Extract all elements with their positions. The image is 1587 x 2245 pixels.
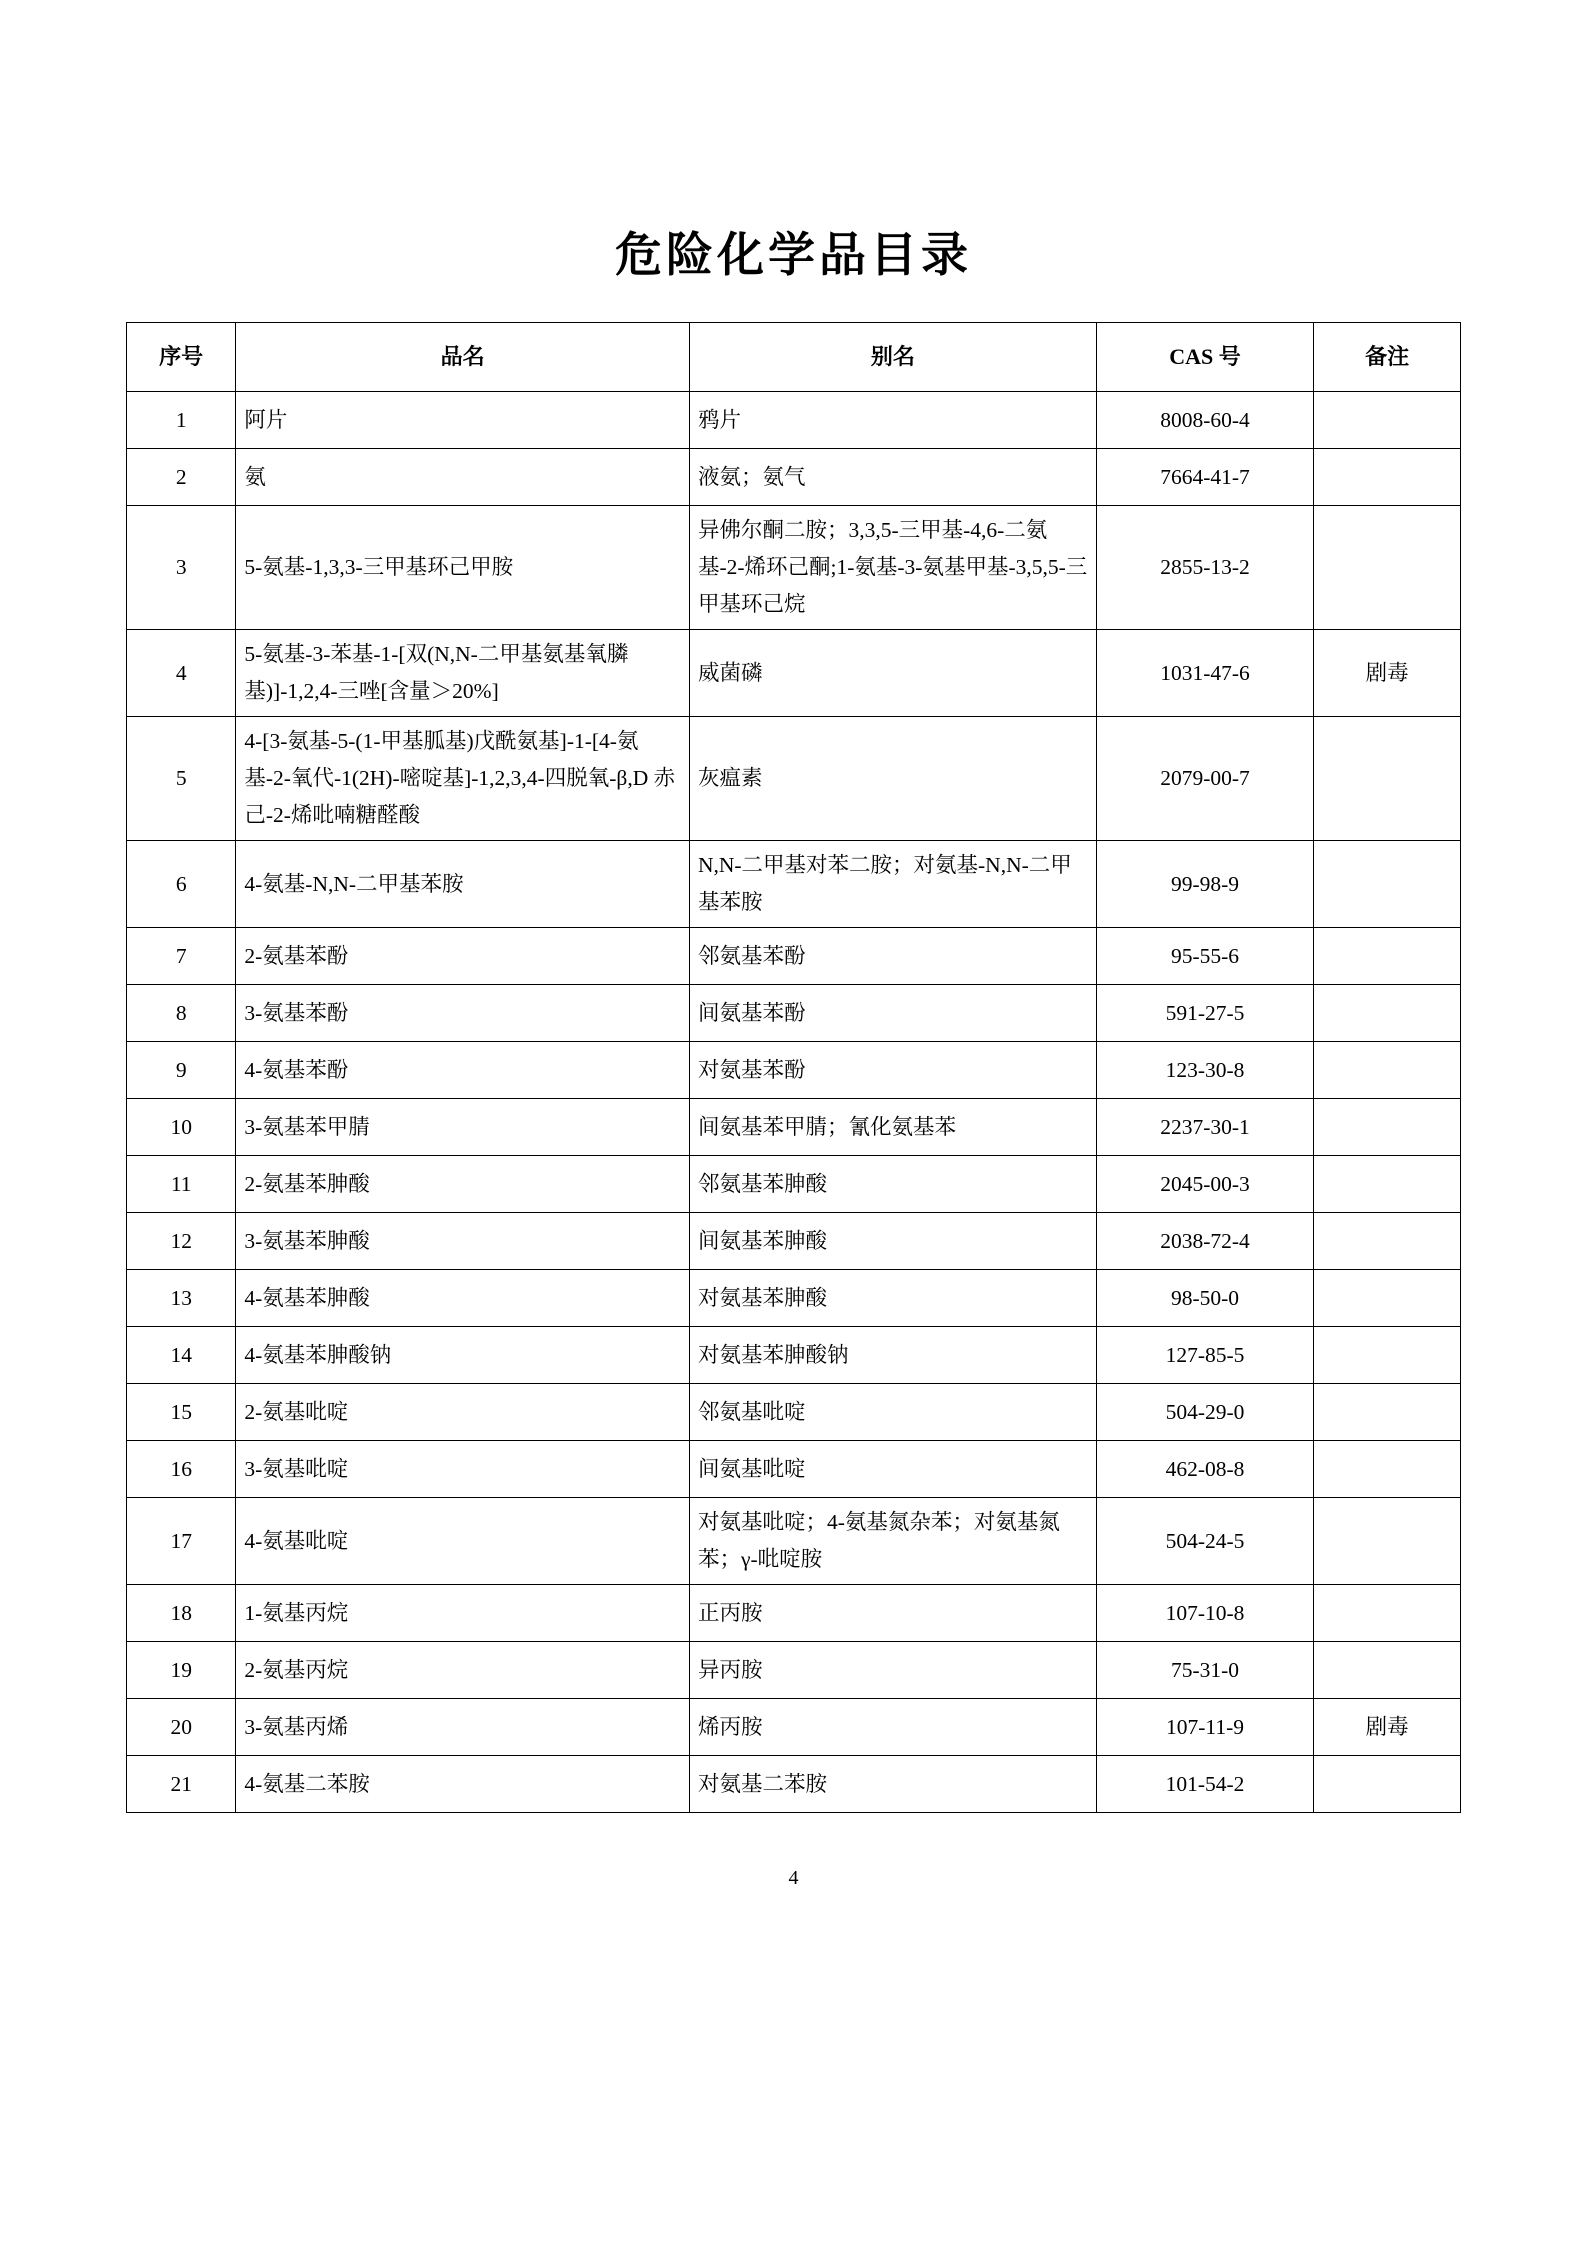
cell-cas: 504-29-0 <box>1096 1384 1313 1441</box>
cell-name: 2-氨基吡啶 <box>236 1384 690 1441</box>
cell-name: 阿片 <box>236 392 690 449</box>
cell-alias: 邻氨基吡啶 <box>689 1384 1096 1441</box>
cell-alias: 对氨基苯胂酸钠 <box>689 1327 1096 1384</box>
cell-note <box>1314 1384 1461 1441</box>
cell-alias: 间氨基苯胂酸 <box>689 1213 1096 1270</box>
cell-alias: 间氨基吡啶 <box>689 1441 1096 1498</box>
cell-name: 4-氨基苯酚 <box>236 1042 690 1099</box>
cell-name: 5-氨基-1,3,3-三甲基环己甲胺 <box>236 506 690 630</box>
cell-note <box>1314 1498 1461 1585</box>
cell-name: 4-氨基吡啶 <box>236 1498 690 1585</box>
cell-no: 12 <box>127 1213 236 1270</box>
table-row <box>127 1042 1461 1099</box>
cell-note <box>1314 1156 1461 1213</box>
cell-note <box>1314 1327 1461 1384</box>
cell-alias: 威菌磷 <box>689 630 1096 717</box>
cell-note <box>1314 985 1461 1042</box>
table-row <box>127 928 1461 985</box>
cell-alias: 液氨；氨气 <box>689 449 1096 506</box>
cell-note <box>1314 928 1461 985</box>
table-row <box>127 1498 1461 1585</box>
table-row <box>127 717 1461 841</box>
catalog-table-container <box>0 284 1587 1890</box>
cell-note <box>1314 392 1461 449</box>
cell-note <box>1314 506 1461 630</box>
cell-alias: 烯丙胺 <box>689 1699 1096 1756</box>
cell-alias: 对氨基二苯胺 <box>689 1756 1096 1813</box>
cell-name: 4-氨基二苯胺 <box>236 1756 690 1813</box>
table-row <box>127 1327 1461 1384</box>
table-header-row <box>127 323 1461 392</box>
cell-cas: 107-11-9 <box>1096 1699 1313 1756</box>
cell-cas: 99-98-9 <box>1096 841 1313 928</box>
cell-cas: 2038-72-4 <box>1096 1213 1313 1270</box>
cell-alias: 灰瘟素 <box>689 717 1096 841</box>
cell-no: 2 <box>127 449 236 506</box>
cell-cas: 101-54-2 <box>1096 1756 1313 1813</box>
cell-no: 18 <box>127 1585 236 1642</box>
cell-no: 3 <box>127 506 236 630</box>
cell-note: 剧毒 <box>1314 1699 1461 1756</box>
table-row <box>127 1270 1461 1327</box>
cell-alias: 对氨基吡啶；4-氨基氮杂苯；对氨基氮苯；γ-吡啶胺 <box>689 1498 1096 1585</box>
cell-alias: 间氨基苯酚 <box>689 985 1096 1042</box>
column-header-name: 品名 <box>236 323 690 392</box>
cell-note <box>1314 1099 1461 1156</box>
table-row <box>127 841 1461 928</box>
cell-cas: 107-10-8 <box>1096 1585 1313 1642</box>
cell-name: 1-氨基丙烷 <box>236 1585 690 1642</box>
cell-alias: 正丙胺 <box>689 1585 1096 1642</box>
cell-no: 16 <box>127 1441 236 1498</box>
table-row <box>127 985 1461 1042</box>
cell-name: 3-氨基苯酚 <box>236 985 690 1042</box>
cell-note <box>1314 1441 1461 1498</box>
cell-alias: N,N-二甲基对苯二胺；对氨基-N,N-二甲基苯胺 <box>689 841 1096 928</box>
cell-no: 4 <box>127 630 236 717</box>
cell-alias: 间氨基苯甲腈；氰化氨基苯 <box>689 1099 1096 1156</box>
cell-name: 3-氨基吡啶 <box>236 1441 690 1498</box>
table-row <box>127 1756 1461 1813</box>
cell-note: 剧毒 <box>1314 630 1461 717</box>
cell-no: 1 <box>127 392 236 449</box>
cell-cas: 75-31-0 <box>1096 1642 1313 1699</box>
column-header-cas: CAS 号 <box>1096 323 1313 392</box>
cell-name: 3-氨基苯甲腈 <box>236 1099 690 1156</box>
table-row <box>127 1099 1461 1156</box>
table-row <box>127 392 1461 449</box>
cell-cas: 98-50-0 <box>1096 1270 1313 1327</box>
table-row <box>127 506 1461 630</box>
cell-name: 2-氨基苯胂酸 <box>236 1156 690 1213</box>
cell-name: 3-氨基苯胂酸 <box>236 1213 690 1270</box>
cell-no: 5 <box>127 717 236 841</box>
column-header-note: 备注 <box>1314 323 1461 392</box>
table-row <box>127 1585 1461 1642</box>
cell-note <box>1314 449 1461 506</box>
cell-note <box>1314 841 1461 928</box>
cell-name: 4-[3-氨基-5-(1-甲基胍基)戊酰氨基]-1-[4-氨基-2-氧代-1(2H)-嘧啶基]-1,2,3,4-四脱氧-β,D 赤己-2-烯吡喃糖醛酸 <box>236 717 690 841</box>
cell-no: 17 <box>127 1498 236 1585</box>
cell-no: 11 <box>127 1156 236 1213</box>
cell-alias: 鸦片 <box>689 392 1096 449</box>
cell-cas: 7664-41-7 <box>1096 449 1313 506</box>
cell-cas: 2079-00-7 <box>1096 717 1313 841</box>
cell-alias: 对氨基苯酚 <box>689 1042 1096 1099</box>
column-header-no: 序号 <box>127 323 236 392</box>
cell-note <box>1314 1585 1461 1642</box>
cell-note <box>1314 1270 1461 1327</box>
cell-no: 20 <box>127 1699 236 1756</box>
cell-no: 6 <box>127 841 236 928</box>
cell-no: 19 <box>127 1642 236 1699</box>
page-title: 危险化学品目录 <box>615 230 972 282</box>
cell-no: 13 <box>127 1270 236 1327</box>
cell-note <box>1314 717 1461 841</box>
cell-no: 10 <box>127 1099 236 1156</box>
cell-no: 8 <box>127 985 236 1042</box>
cell-no: 21 <box>127 1756 236 1813</box>
cell-cas: 2237-30-1 <box>1096 1099 1313 1156</box>
cell-name: 5-氨基-3-苯基-1-[双(N,N-二甲基氨基氧膦基)]-1,2,4-三唑[含量＞20%] <box>236 630 690 717</box>
hazardous-chemicals-table <box>126 322 1461 1813</box>
cell-no: 14 <box>127 1327 236 1384</box>
cell-name: 2-氨基丙烷 <box>236 1642 690 1699</box>
cell-note <box>1314 1213 1461 1270</box>
cell-cas: 462-08-8 <box>1096 1441 1313 1498</box>
cell-name: 4-氨基苯胂酸 <box>236 1270 690 1327</box>
cell-cas: 2855-13-2 <box>1096 506 1313 630</box>
cell-alias: 邻氨基苯胂酸 <box>689 1156 1096 1213</box>
cell-name: 氨 <box>236 449 690 506</box>
table-row <box>127 630 1461 717</box>
cell-no: 7 <box>127 928 236 985</box>
cell-alias: 对氨基苯胂酸 <box>689 1270 1096 1327</box>
table-row <box>127 1384 1461 1441</box>
cell-no: 9 <box>127 1042 236 1099</box>
cell-cas: 591-27-5 <box>1096 985 1313 1042</box>
table-row <box>127 1441 1461 1498</box>
cell-name: 2-氨基苯酚 <box>236 928 690 985</box>
cell-no: 15 <box>127 1384 236 1441</box>
cell-cas: 95-55-6 <box>1096 928 1313 985</box>
table-row <box>127 449 1461 506</box>
cell-name: 4-氨基-N,N-二甲基苯胺 <box>236 841 690 928</box>
cell-cas: 2045-00-3 <box>1096 1156 1313 1213</box>
cell-cas: 8008-60-4 <box>1096 392 1313 449</box>
cell-alias: 异丙胺 <box>689 1642 1096 1699</box>
cell-note <box>1314 1042 1461 1099</box>
cell-cas: 123-30-8 <box>1096 1042 1313 1099</box>
page-number: 4 <box>788 1867 799 1890</box>
cell-cas: 504-24-5 <box>1096 1498 1313 1585</box>
column-header-alias: 别名 <box>689 323 1096 392</box>
table-row <box>127 1156 1461 1213</box>
table-row <box>127 1213 1461 1270</box>
cell-alias: 异佛尔酮二胺；3,3,5-三甲基-4,6-二氨基-2-烯环己酮;1-氨基-3-氨基甲基-3,5,5-三甲基环己烷 <box>689 506 1096 630</box>
table-row <box>127 1642 1461 1699</box>
table-row <box>127 1699 1461 1756</box>
cell-note <box>1314 1642 1461 1699</box>
cell-note <box>1314 1756 1461 1813</box>
cell-name: 4-氨基苯胂酸钠 <box>236 1327 690 1384</box>
cell-cas: 127-85-5 <box>1096 1327 1313 1384</box>
cell-name: 3-氨基丙烯 <box>236 1699 690 1756</box>
cell-cas: 1031-47-6 <box>1096 630 1313 717</box>
cell-alias: 邻氨基苯酚 <box>689 928 1096 985</box>
